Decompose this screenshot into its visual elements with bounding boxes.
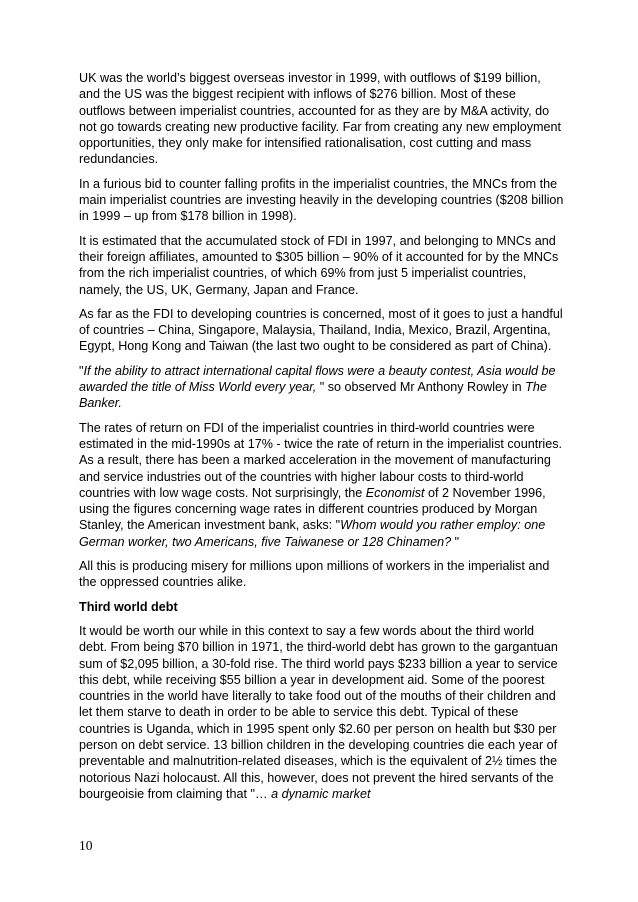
paragraph-third-world-debt xyxy=(79,623,565,802)
paragraph-rates-of-return xyxy=(79,420,565,550)
text-span: It would be worth our while in this context to say a few words about the third world debt. From being $70 billion in 1971, the third-world debt has grown to the gargantuan sum of $2,095 billion, a 30-fold rise. The third world pays $233 billion a year to service this debt, while receiving $55 billion a year in development aid. Some of the poorest countries in the world have literally to take food out of the mouths of their children and let them starve to death in order to be able to service this debt. Typical of these countries is Uganda, which in 1995 spent only $2.60 per person on health but $30 per person on debt service. 13 billion children in the developing countries die each year of preventable and malnutrition-related diseases, which is the equivalent of 2½ times the notorious Nazi holocaust. All this, however, does not prevent the hired servants of the bourgeoisie from claiming that "… xyxy=(79,623,558,801)
paragraph-mnc-developing: In a furious bid to counter falling profits in the imperialist countries, the MNCs from the main imperialist countries are investing heavily in the developing countries ($208 billion in 1999 – up from $178 billion in 1998). xyxy=(79,176,564,224)
quote-source: The Banker. xyxy=(79,380,547,411)
page-number: 10 xyxy=(79,838,93,853)
text-span: The rates of return on FDI of the imperialist countries in third-world countries were estimated in the mid-1990s at 17% - twice the rate of return in the imperialist countries. As a result, there has been a marked acceleration in the movement of manufacturing and service industries out of the countries with higher labour costs to third-world countries with low wage costs. Not surprisingly, the xyxy=(79,420,562,500)
quote-text: a dynamic market xyxy=(271,786,371,801)
paragraph-fdi-stock: It is estimated that the accumulated stock of FDI in 1997, and belonging to MNCs and their foreign affiliates, amounted to $305 billion – 90% of it accounted for by the MNCs from the rich imperialist countries, of which 69% from just 5 imperialist countries, namely, the US, UK, Germany, Japan and France. xyxy=(79,233,559,297)
document-page xyxy=(79,70,565,810)
text-span: of 2 November 1996, using the figures concerning wage rates in different countries produced by Morgan Stanley, the American investment bank, asks: " xyxy=(79,485,546,533)
quote-text: If the ability to attract international capital flows were a beauty contest, Asia would be awarded the title of Miss World every year, xyxy=(79,363,556,395)
quote-open: " xyxy=(79,363,84,378)
paragraph-uk-investor: UK was the world’s biggest overseas investor in 1999, with outflows of $199 billion, and the US was the biggest recipient with inflows of $276 billion. Most of these outflows between imperialist countries, accounted for as they are by M&A activity, do not go towards creating new productive facility. Far from creating any new employment opportunities, they only make for intensified rationalisation, cost cutting and mass redundancies. xyxy=(79,71,562,167)
quote-text: Whom would you rather employ: one German worker, two Americans, five Taiwanese or 128 Chinamen? xyxy=(79,518,546,549)
quote-attribution: " so observed Mr Anthony Rowley in xyxy=(319,380,526,395)
paragraph-banker-quote xyxy=(79,363,565,412)
publication-name: Economist xyxy=(365,485,425,500)
quote-close: " xyxy=(454,534,460,549)
section-heading: Third world debt xyxy=(79,599,178,614)
paragraph-misery: All this is producing misery for millions upon millions of workers in the imperialist and the oppressed countries alike. xyxy=(79,559,550,590)
paragraph-fdi-countries: As far as the FDI to developing countries is concerned, most of it goes to just a handful of countries – China, Singapore, Malaysia, Thailand, India, Mexico, Brazil, Argentina, Egypt, Hong Kong and Taiwan (the last two ought to be considered as part of China). xyxy=(79,306,563,354)
